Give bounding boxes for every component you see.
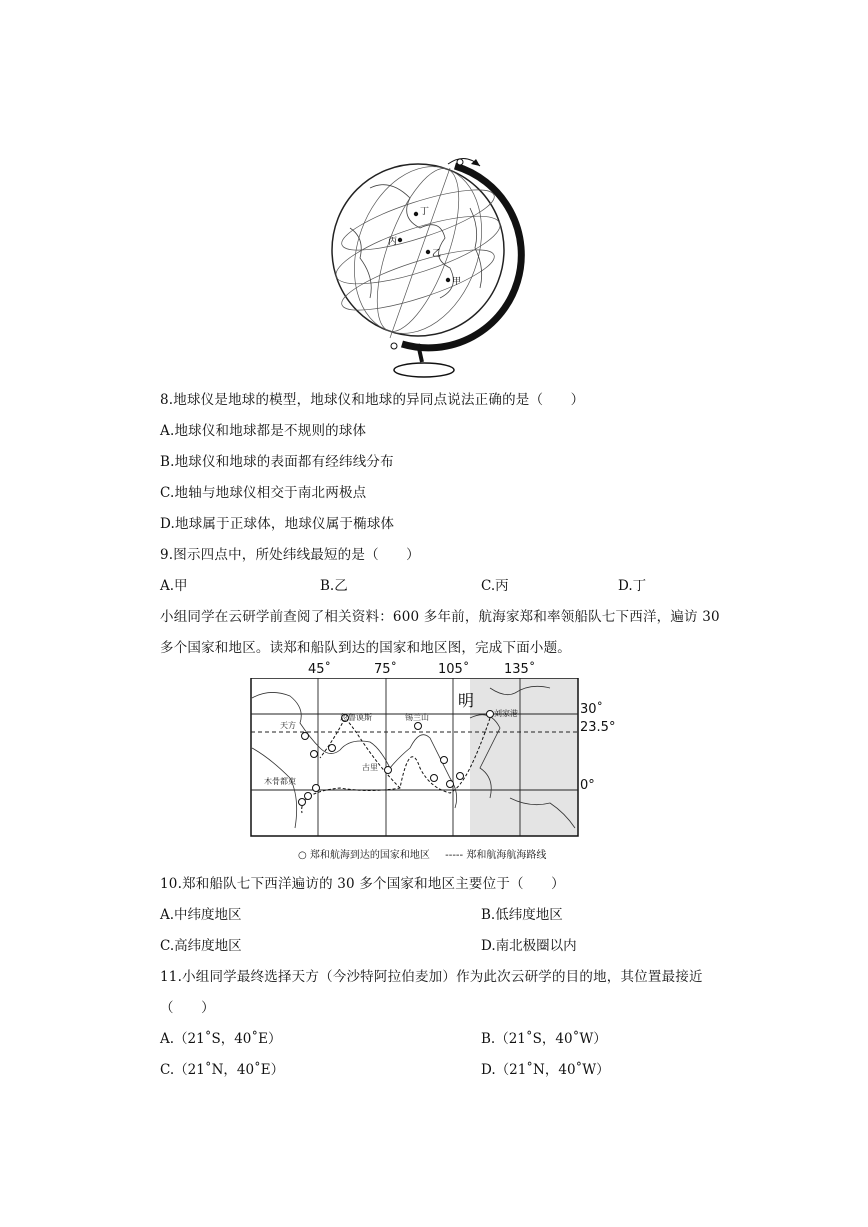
place-tianfang: 天方 xyxy=(280,721,296,730)
globe-figure xyxy=(330,148,530,380)
q8-stem: 8.地球仪是地球的模型，地球仪和地球的异同点说法正确的是（ ） xyxy=(160,392,585,408)
globe-label-ding: 丁 xyxy=(420,207,430,217)
lat-tick-23-5: 23.5° xyxy=(580,720,616,735)
q9-option-a[interactable]: A.甲 xyxy=(160,578,188,594)
map-legend xyxy=(298,846,546,861)
legend-route-icon: ----- xyxy=(445,850,464,861)
intro-line-2: 多个国家和地区。读郑和船队到达的国家和地区图，完成下面小题。 xyxy=(160,640,571,656)
legend-route-label: 郑和航海航海路线 xyxy=(466,850,547,861)
q9-option-b[interactable]: B.乙 xyxy=(320,578,348,594)
q10-stem: 10.郑和船队七下西洋遍访的 30 多个国家和地区主要位于（ ） xyxy=(160,876,565,892)
lon-tick-105: 105˚ xyxy=(438,662,470,677)
q11-option-a[interactable]: A.（21˚S，40˚E） xyxy=(160,1031,282,1047)
legend-stop-icon: ○ xyxy=(298,850,307,861)
place-liujiagang: 刘家港 xyxy=(494,709,518,718)
globe-label-bing: 丙 xyxy=(388,237,398,247)
place-guli: 古里 xyxy=(362,763,378,772)
q11-option-b[interactable]: B.（21˚S，40˚W） xyxy=(481,1031,607,1047)
map-canvas xyxy=(250,678,580,858)
q9-option-d[interactable]: D.丁 xyxy=(618,578,647,594)
q8-option-a[interactable]: A.地球仪和地球都是不规则的球体 xyxy=(160,423,367,439)
q11-option-d[interactable]: D.（21˚N，40˚W） xyxy=(481,1062,610,1078)
q10-option-b[interactable]: B.低纬度地区 xyxy=(481,907,563,923)
place-hulumosi: 忽鲁谟斯 xyxy=(340,713,372,722)
place-ming: 明 xyxy=(458,691,475,710)
globe-label-jia: 甲 xyxy=(452,277,462,287)
q10-option-a[interactable]: A.中纬度地区 xyxy=(160,907,242,923)
q11-option-c[interactable]: C.（21˚N，40˚E） xyxy=(160,1062,285,1078)
lon-tick-45: 45˚ xyxy=(308,662,332,677)
globe-label-yi: 乙 xyxy=(432,249,442,259)
q9-option-c[interactable]: C.丙 xyxy=(481,578,509,594)
q9-stem: 9.图示四点中，所处纬线最短的是（ ） xyxy=(160,547,420,563)
q8-option-d[interactable]: D.地球属于正球体，地球仪属于椭球体 xyxy=(160,516,395,532)
q10-option-c[interactable]: C.高纬度地区 xyxy=(160,938,242,954)
lat-tick-0: 0° xyxy=(580,778,595,793)
q11-stem-bracket: （ ） xyxy=(160,1000,215,1016)
intro-line-1: 小组同学在云研学前查阅了相关资料：600 多年前，航海家郑和率领船队七下西洋，遍访 30 xyxy=(160,609,720,625)
place-xilanshan: 锡兰山 xyxy=(405,713,429,722)
q8-option-c[interactable]: C.地轴与地球仪相交于南北两极点 xyxy=(160,485,367,501)
q10-option-d[interactable]: D.南北极圈以内 xyxy=(481,938,577,954)
lat-tick-30: 30˚ xyxy=(580,702,604,717)
lon-tick-75: 75˚ xyxy=(374,662,398,677)
q11-stem: 11.小组同学最终选择天方（今沙特阿拉伯麦加）作为此次云研学的目的地，其位置最接近 xyxy=(160,969,703,985)
lon-tick-135: 135˚ xyxy=(504,662,536,677)
q8-option-b[interactable]: B.地球仪和地球的表面都有经纬线分布 xyxy=(160,454,394,470)
place-mugudushu: 木骨都束 xyxy=(264,777,296,786)
legend-stop-label: 郑和航海到达的国家和地区 xyxy=(309,850,430,861)
